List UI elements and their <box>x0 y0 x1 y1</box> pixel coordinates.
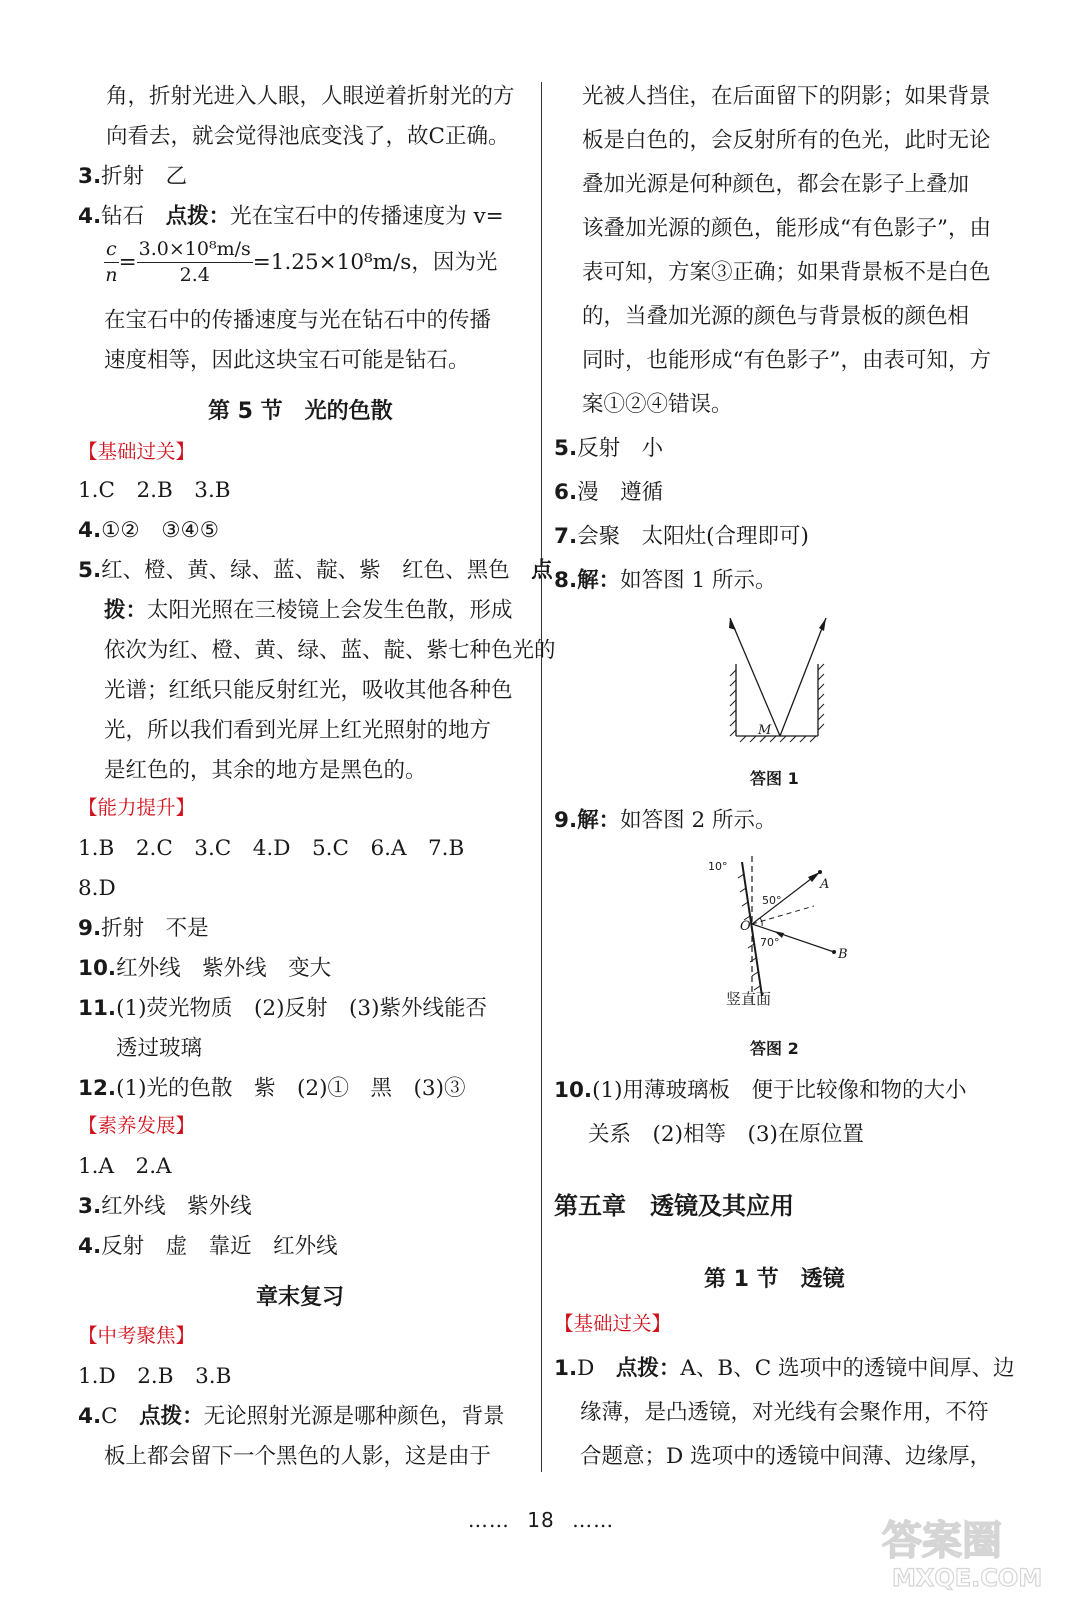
angle-50-label: 50° <box>762 894 782 907</box>
answer-9r: 9.解：如答图 2 所示。 <box>554 808 777 833</box>
footer-dots-left: …… <box>467 1508 510 1532</box>
svg-text:答案圈: 答案圈 <box>882 1518 1002 1564</box>
answer-4: 4.钻石 点拨：光在宝石中的传播速度为 v= <box>78 204 504 229</box>
angle-70-label: 70° <box>760 936 780 949</box>
tag-exam: 【中考聚焦】 <box>78 1324 196 1347</box>
angle-10-label: 10° <box>708 860 728 873</box>
fraction-speed: $\frac{\text{3.0×10⁸m/s}}{2.4}$ <box>138 238 251 286</box>
answer-12: 12.(1)光的色散 紫 (2)① 黑 (3)③ <box>78 1076 466 1101</box>
answer-8: 8.D <box>78 876 116 901</box>
fraction-c-over-n: $\frac{c}{n}$ <box>105 238 118 286</box>
figure-1-label-m: M <box>758 723 772 738</box>
answer-exam-4: 4.C 点拨：无论照射光源是哪种颜色，背景 <box>78 1404 505 1429</box>
text-line: 拨：太阳光照在三棱镜上会发生色散，形成 <box>104 598 513 623</box>
svg-text:MXQE.COM: MXQE.COM <box>892 1564 1043 1592</box>
answers-1-7: 1.B 2.C 3.C 4.D 5.C 6.A 7.B <box>78 836 465 861</box>
text-line: 案①②④错误。 <box>582 392 733 417</box>
answer-7r: 7.会聚 太阳灶(合理即可) <box>554 524 809 549</box>
column-divider <box>541 82 542 1472</box>
tag-ability: 【能力提升】 <box>78 796 196 819</box>
answer-10: 10.红外线 紫外线 变大 <box>78 956 332 981</box>
answer-3: 3.折射 乙 <box>78 164 188 189</box>
text-line: 角，折射光进入人眼，人眼逆着折射光的方 <box>106 84 515 109</box>
text-line: 在宝石中的传播速度与光在钻石中的传播 <box>104 308 492 333</box>
watermark-logo <box>862 1504 1062 1594</box>
figure-1-mirror-diagram <box>720 614 840 744</box>
vertical-plane-label: 竖直面 <box>726 990 772 1008</box>
figure-1-caption: 答图 1 <box>750 769 799 788</box>
answers-1-2: 1.A 2.A <box>78 1154 172 1179</box>
answer-9: 9.折射 不是 <box>78 916 209 941</box>
text-line: 是红色的，其余的地方是黑色的。 <box>104 758 427 783</box>
tag-basic-2: 【基础过关】 <box>554 1312 672 1335</box>
text-line: 同时，也能形成“有色影子”，由表可知，方 <box>582 348 991 373</box>
answer-3c: 3.红外线 紫外线 <box>78 1194 252 1219</box>
footer-dots-right: …… <box>572 1508 615 1532</box>
answer-1r: 1.D 点拨：A、B、C 选项中的透镜中间厚、边 <box>554 1356 1015 1381</box>
text-line: 板上都会留下一个黑色的人影，这是由于 <box>104 1444 492 1469</box>
section-title-2: 第 1 节 透镜 <box>704 1267 845 1292</box>
text-line: 光被人挡住，在后面留下的阴影；如果背景 <box>582 84 991 109</box>
answer-6r: 6.漫 遵循 <box>554 480 664 505</box>
text-line: 表可知，方案③正确；如果背景板不是白色 <box>582 260 991 285</box>
answer-11: 11.(1)荧光物质 (2)反射 (3)紫外线能否 <box>78 996 487 1021</box>
answer-10r: 10.(1)用薄玻璃板 便于比较像和物的大小 <box>554 1078 967 1103</box>
section-title: 第 5 节 光的色散 <box>208 399 393 424</box>
answers-exam-1-3: 1.D 2.B 3.B <box>78 1364 232 1389</box>
text-line: 速度相等，因此这块宝石可能是钻石。 <box>104 348 470 373</box>
answers-1-3: 1.C 2.B 3.B <box>78 478 231 503</box>
text-line: 关系 (2)相等 (3)在原位置 <box>588 1122 864 1147</box>
formula-line: $\frac{c}{n}$ = $\frac{\text{3.0×10⁸m/s}}{2.4}$ =1.25×10⁸m/s，因为光 <box>105 238 498 286</box>
answer-8r: 8.解：如答图 1 所示。 <box>554 568 777 593</box>
point-o-label: O <box>740 919 751 934</box>
point-b-label: B <box>838 947 848 962</box>
text-line: 该叠加光源的颜色，能形成“有色影子”，由 <box>582 216 991 241</box>
text-line: 透过玻璃 <box>116 1036 203 1061</box>
text-line: 光，所以我们看到光屏上红光照射的地方 <box>104 718 492 743</box>
text-line: 缘薄，是凸透镜，对光线有会聚作用，不符 <box>580 1400 989 1425</box>
text-line: 依次为红、橙、黄、绿、蓝、靛、紫七种色光的 <box>104 638 556 663</box>
text-line: 光谱；红纸只能反射红光，吸收其他各种色 <box>104 678 513 703</box>
answer-4c: 4.反射 虚 靠近 红外线 <box>78 1234 338 1259</box>
chapter-title: 第五章 透镜及其应用 <box>554 1192 794 1220</box>
text-line: 叠加光源是何种颜色，都会在影子上叠加 <box>582 172 970 197</box>
text-line: 板是白色的，会反射所有的色光，此时无论 <box>582 128 991 153</box>
answer-5: 5.红、橙、黄、绿、蓝、靛、紫 红色、黑色 点 <box>78 558 553 583</box>
text-line: 的，当叠加光源的颜色与背景板的颜色相 <box>582 304 970 329</box>
point-a-label: A <box>820 877 830 892</box>
tag-basic: 【基础过关】 <box>78 440 196 463</box>
figure-2-caption: 答图 2 <box>750 1039 799 1058</box>
answer-5r: 5.反射 小 <box>554 436 664 461</box>
tag-literacy: 【素养发展】 <box>78 1114 196 1137</box>
answer-4b: 4.①② ③④⑤ <box>78 518 220 543</box>
text-line: 向看去，就会觉得池底变浅了，故C正确。 <box>106 124 510 149</box>
review-title: 章末复习 <box>256 1285 345 1310</box>
text-line: 合题意；D 选项中的透镜中间薄、边缘厚， <box>580 1444 992 1469</box>
page-number: 18 <box>527 1508 555 1532</box>
